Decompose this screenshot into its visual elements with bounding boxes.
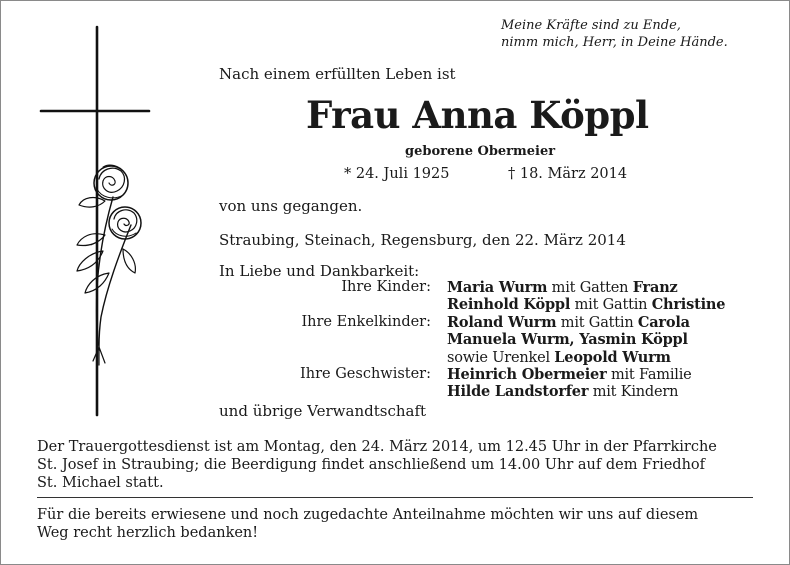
thanks-line-2: Weg recht herzlich bedanken! <box>37 525 259 541</box>
mourner-name: Heinrich Obermeier <box>447 365 607 383</box>
mourner-row <box>1 383 789 400</box>
mourner-row <box>1 314 789 331</box>
mourner-names <box>447 349 671 367</box>
gratitude-heading: In Liebe und Dankbarkeit: <box>219 262 420 280</box>
mourner-row <box>1 296 789 313</box>
rose-icon <box>109 207 141 239</box>
mourner-name: Roland Wurm <box>447 313 557 331</box>
mourner-row <box>1 331 789 348</box>
intro-text: Nach einem erfüllten Leben ist <box>219 65 456 83</box>
passed-away-text: von uns gegangen. <box>219 197 363 215</box>
motto-line-1: Meine Kräfte sind zu Ende, <box>501 18 681 33</box>
mourner-row <box>1 349 789 366</box>
service-line-1: Der Trauergottesdienst ist am Montag, den 24. März 2014, um 12.45 Uhr in der Pfarrkirche <box>37 439 717 455</box>
thanks-line-1: Für die bereits erwiesene und noch zugedachte Anteilnahme möchten wir uns auf diesem <box>37 507 699 523</box>
mourner-name: Franz <box>632 279 678 296</box>
mourner-role: Ihre Kinder: <box>341 279 431 295</box>
funeral-service-info <box>37 438 757 492</box>
divider-line <box>37 497 753 498</box>
other-relatives: und übrige Verwandtschaft <box>219 402 427 420</box>
place-and-date: Straubing, Steinach, Regensburg, den 22. März 2014 <box>219 231 626 249</box>
mourner-names <box>447 296 725 314</box>
mourner-name: Reinhold Köppl <box>447 296 571 314</box>
mourner-name: Christine <box>651 296 726 314</box>
mourner-connector: mit Gattin <box>570 297 652 314</box>
mourner-connector: sowie Urenkel <box>447 349 555 366</box>
rose-icon <box>94 165 128 200</box>
mourner-row <box>1 366 789 383</box>
mourner-name: Carola <box>637 313 690 331</box>
mourner-name: Maria Wurm <box>447 279 548 296</box>
birth-name: geborene Obermeier <box>405 144 556 159</box>
death-date: † 18. März 2014 <box>508 166 628 182</box>
deceased-name: Frau Anna Köppl <box>306 93 649 137</box>
mourner-row <box>1 279 789 296</box>
mourner-role: Ihre Geschwister: <box>300 365 431 382</box>
mourner-name: Hilde Landstorfer <box>447 383 589 401</box>
mourner-name: Manuela Wurm, Yasmin Köppl <box>447 331 688 349</box>
mourner-connector: mit Gattin <box>556 314 638 331</box>
service-line-3: St. Michael statt. <box>37 475 164 491</box>
mourner-role: Ihre Enkelkinder: <box>301 313 431 330</box>
service-line-2: St. Josef in Straubing; die Beerdigung findet anschließend um 14.00 Uhr auf dem Friedhof <box>37 457 706 473</box>
mourner-connector: mit Familie <box>606 366 692 383</box>
mourner-names <box>447 279 678 297</box>
mourner-connector: mit Gatten <box>547 280 633 296</box>
birth-date: * 24. Juli 1925 <box>344 166 450 182</box>
mourner-names <box>447 331 688 349</box>
mourner-name: Leopold Wurm <box>554 348 671 366</box>
motto-line-2: nimm mich, Herr, in Deine Hände. <box>501 35 728 50</box>
thanks-text <box>37 506 757 542</box>
mourner-connector: mit Kindern <box>588 384 679 401</box>
mourner-names <box>447 314 690 332</box>
mourner-names <box>447 366 692 384</box>
mourners-list <box>1 279 789 401</box>
motto-verse <box>501 17 771 51</box>
mourner-names <box>447 383 678 401</box>
